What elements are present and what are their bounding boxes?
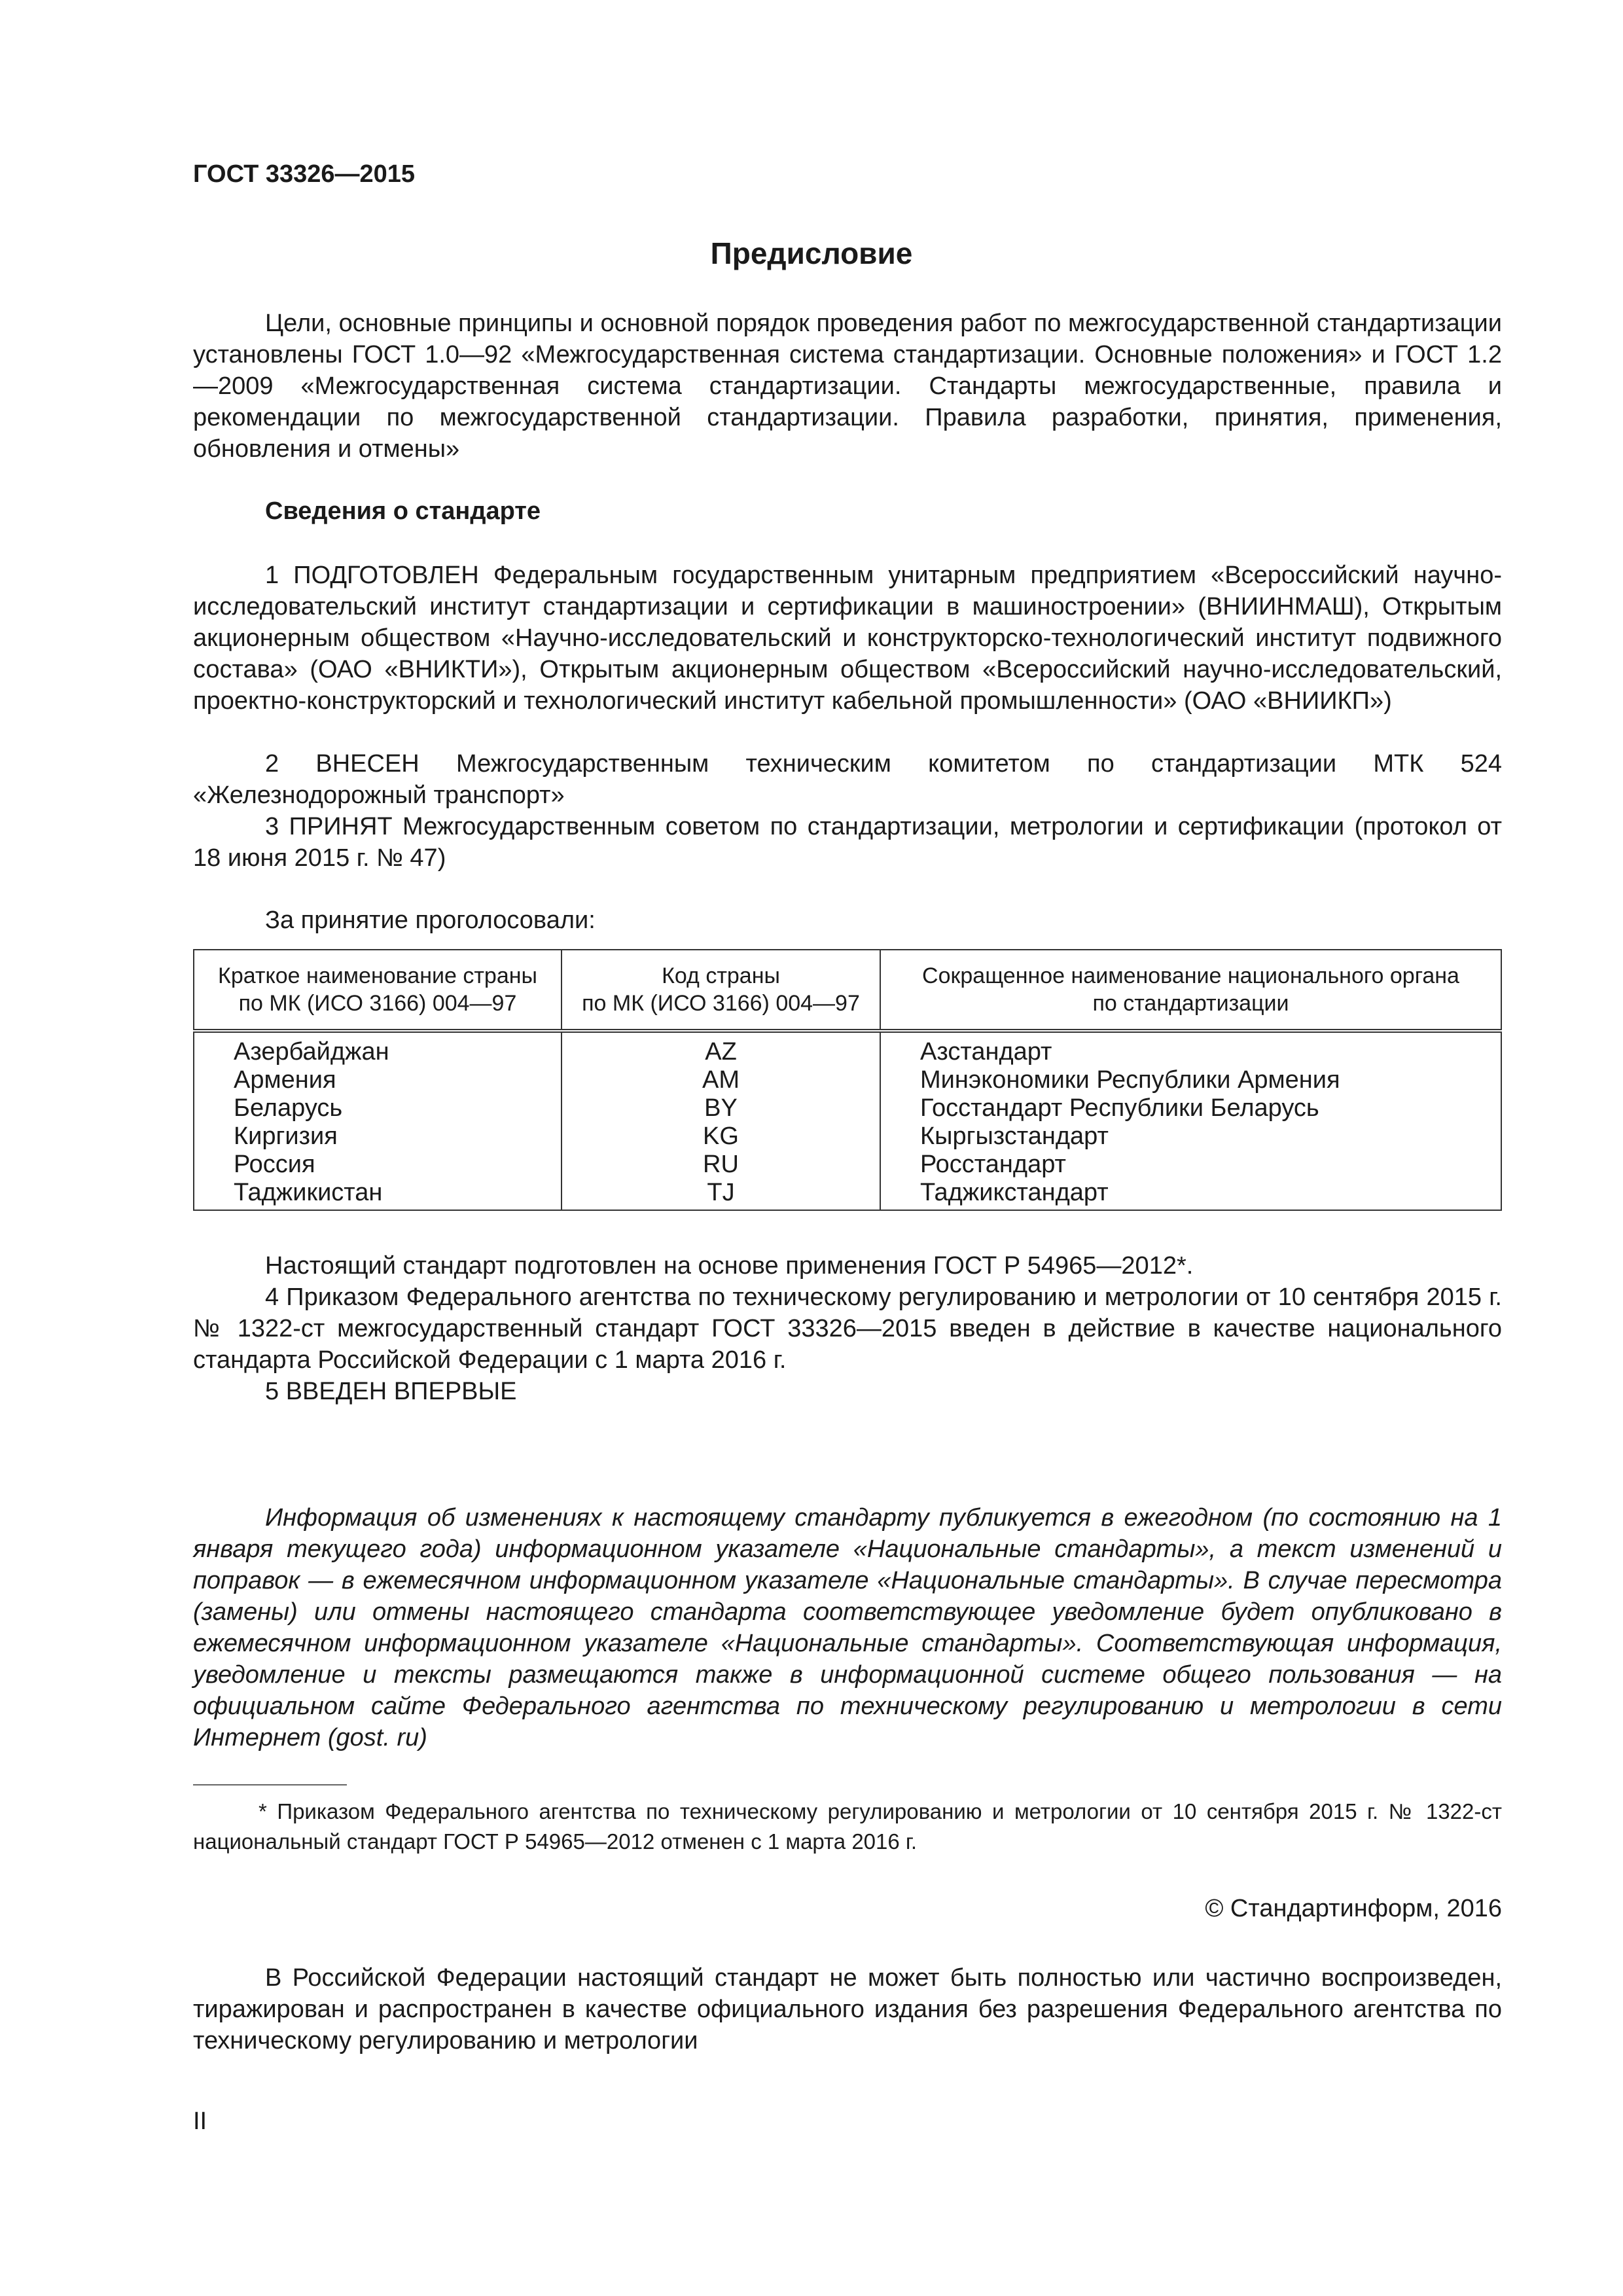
table-row [194,1122,1501,1151]
copyright: © Стандартинформ, 2016 [1205,1895,1502,1922]
table-row [194,1094,1501,1122]
item-4-paragraph: 4 Приказом Федерального агентства по техническому регулированию и метрологии от 10 сентября 2015 г. № 1322-ст межгосударственный стандарт ГОСТ 33326—2015 введен в действие в качестве национального стандарта Российской Федерации с 1 марта 2016 г. [193,1283,1502,1374]
rights-notice: В Российской Федерации настоящий стандарт не может быть полностью или частично воспроизведен, тиражирован и распространен в качестве официального издания без разрешения Федерального агентства по техническому регулированию и метрологии [193,1964,1502,2054]
code-cell: RU [562,1151,880,1179]
info-heading: Сведения о стандарте [265,497,541,525]
item-2-paragraph: 2 ВНЕСЕН Межгосударственным техническим комитетом по стандартизации МТК 524 «Железнодорожный транспорт» [193,750,1502,809]
table-row [194,1031,1501,1066]
header-body [880,950,1501,1031]
intro-paragraph: Цели, основные принципы и основной порядок проведения работ по межгосударственной стандартизации установлены ГОСТ 1.0—92 «Межгосударственная система стандартизации. Основные положения» и ГОСТ 1.2—2009 «Межгосударственная система стандартизации. Стандарты межгосударственные, правила и рекомендации по межгосударственной стандартизации. Правила разработки, принятия, применения, обновления и отмены» [193,310,1502,463]
page-title: Предисловие [710,236,913,270]
country-cell: Таджикистан [194,1179,562,1210]
header-country-line1: Краткое наименование страны [218,963,537,988]
country-cell: Киргизия [194,1122,562,1151]
basis-paragraph: Настоящий стандарт подготовлен на основе применения ГОСТ Р 54965—2012*. [265,1252,1194,1280]
body-cell: Минэкономики Республики Армения [880,1066,1501,1094]
table-row [194,1066,1501,1094]
footnote-divider [193,1784,347,1785]
footnote: * Приказом Федерального агентства по техническому регулированию и метрологии от 10 сентября 2015 г. № 1322-ст национальный стандарт ГОСТ Р 54965—2012 отменен с 1 марта 2016 г. [193,1799,1502,1854]
body-cell: Таджикстандарт [880,1179,1501,1210]
header-country [194,950,562,1031]
header-body-line2: по стандартизации [1092,991,1289,1016]
body-cell: Росстандарт [880,1151,1501,1179]
item-1-paragraph: 1 ПОДГОТОВЛЕН Федеральным государственным унитарным предприятием «Всероссийский научно-исследовательский институт стандартизации и сертификации в машиностроении» (ВНИИНМАШ), Открытым акционерным обществом «Научно-исследовательский и конструкторско-технологический институт подвижного состава» (ОАО «ВНИКТИ»), Открытым акционерным обществом «Всероссийский научно-исследовательский, проектно-конструкторский и технологический институт кабельной промышленности» (ОАО «ВНИИКП») [193,562,1502,715]
header-code-line1: Код страны [662,963,780,988]
header-code [562,950,880,1031]
body-cell: Госстандарт Республики Беларусь [880,1094,1501,1122]
item-5-paragraph: 5 ВВЕДЕН ВПЕРВЫЕ [265,1378,517,1405]
header-country-line2: по МК (ИСО 3166) 004—97 [238,991,517,1016]
country-cell: Армения [194,1066,562,1094]
body-cell: Кыргызстандарт [880,1122,1501,1151]
code-cell: AM [562,1066,880,1094]
voting-intro: За принятие проголосовали: [265,906,596,934]
header-code-line2: по МК (ИСО 3166) 004—97 [582,991,860,1016]
table-row [194,1179,1501,1210]
country-cell: Азербайджан [194,1031,562,1066]
table-row [194,1151,1501,1179]
standard-id: ГОСТ 33326—2015 [193,160,416,188]
table-header-row [194,950,1501,1031]
page-number: II [193,2108,207,2135]
code-cell: TJ [562,1179,880,1210]
country-cell: Россия [194,1151,562,1179]
voting-table [193,949,1502,1211]
code-cell: KG [562,1122,880,1151]
country-cell: Беларусь [194,1094,562,1122]
change-info-paragraph: Информация об изменениях к настоящему стандарту публикуется в ежегодном (по состоянию на 1 января текущего года) информационном указателе «Национальные стандарты», а текст изменений и поправок — в ежемесячном информационном указателе «Национальные стандарты». В случае пересмотра (замены) или отмены настоящего стандарта соответствующее уведомление будет опубликовано в ежемесячном информационном указателе «Национальные стандарты». Соответствующая информация, уведомление и тексты размещаются также в информационной системе общего пользования — на официальном сайте Федерального агентства по техническому регулированию и метрологии в сети Интернет (gost. ru) [193,1504,1502,1751]
header-body-line1: Сокращенное наименование национального органа [922,963,1459,988]
code-cell: AZ [562,1031,880,1066]
item-3-paragraph: 3 ПРИНЯТ Межгосударственным советом по стандартизации, метрологии и сертификации (протокол от 18 июня 2015 г. № 47) [193,813,1502,872]
code-cell: BY [562,1094,880,1122]
body-cell: Азстандарт [880,1031,1501,1066]
